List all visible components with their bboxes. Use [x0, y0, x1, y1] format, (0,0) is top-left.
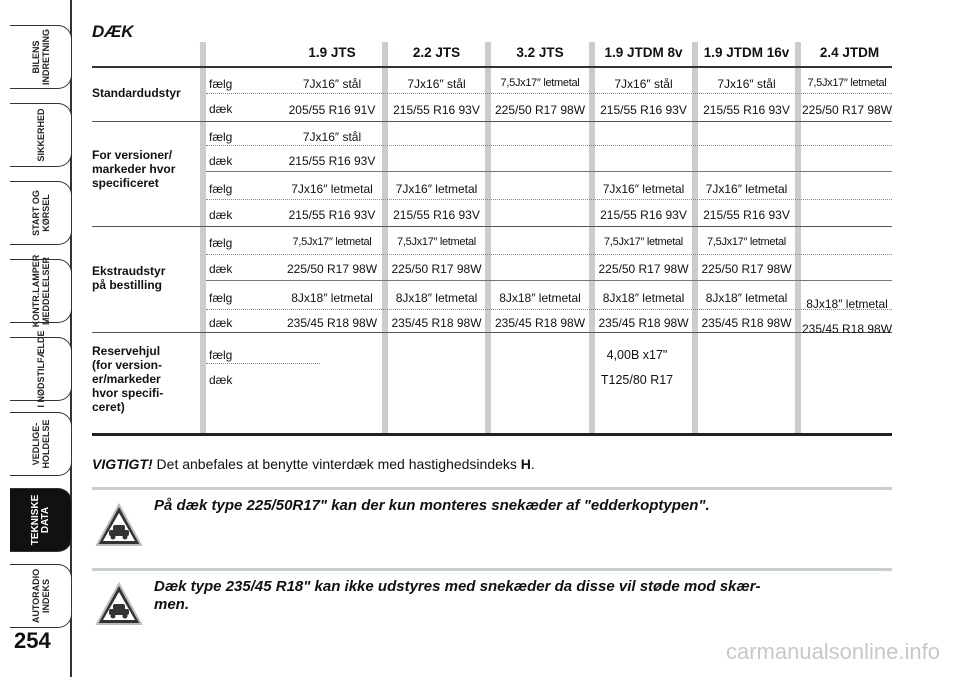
column-header: 3.2 JTS: [516, 45, 564, 60]
row-rule: [92, 121, 892, 122]
column-header: 1.9 JTDM 16v: [703, 45, 790, 60]
tyre-label: dæk: [209, 208, 233, 222]
table-cell: 225/50 R17 98W: [598, 262, 689, 276]
table-cell: 225/50 R17 98W: [801, 103, 893, 117]
tab-i-nodstilfaelde[interactable]: I NØDSTILFÆLDE: [10, 337, 72, 401]
rim-label: fælg: [209, 236, 233, 250]
row-rule: [206, 254, 892, 255]
chapter-sidebar: [0, 0, 75, 677]
table-cell: 8Jx18″ letmetal: [291, 291, 373, 305]
header-rule: [92, 66, 892, 68]
row-rule: [206, 363, 320, 364]
table-cell: 215/55 R16 93V: [600, 103, 687, 117]
row-rule: [206, 145, 892, 146]
table-cell: 7,5Jx17″ letmetal: [707, 236, 786, 248]
table-cell: 7,5Jx17″ letmetal: [292, 236, 372, 248]
table-cell: 215/55 R16 93V: [703, 103, 790, 117]
table-cell: 225/50 R17 98W: [286, 262, 378, 276]
table-cell: 7Jx16″ stål: [614, 77, 673, 91]
table-cell: 7Jx16″ letmetal: [291, 182, 373, 196]
table-cell: 7,5Jx17″ letmetal: [397, 236, 476, 248]
rim-label: fælg: [209, 77, 233, 91]
snow-chain-warning-icon: [94, 580, 144, 630]
page-title: DÆK: [92, 22, 134, 41]
spare-tyre-value: T125/80 R17: [600, 373, 674, 387]
rim-label: fælg: [209, 291, 233, 305]
table-cell: 235/45 R18 98W: [494, 316, 586, 330]
table-cell: 8Jx18″ letmetal: [806, 297, 888, 311]
table-bottom-rule: [92, 433, 892, 436]
table-cell: 235/45 R18 98W: [286, 316, 378, 330]
tyre-label: dæk: [209, 262, 233, 276]
rim-label: fælg: [209, 130, 233, 144]
table-cell: 215/55 R16 93V: [600, 208, 687, 222]
watermark: carmanualsonline.info: [725, 639, 940, 664]
table-cell: 7Jx16″ letmetal: [602, 182, 685, 196]
row-rule: [206, 199, 892, 200]
row-rule: [206, 280, 892, 281]
column-header: 1.9 JTS: [308, 45, 356, 60]
column-separator: [200, 42, 206, 436]
row-rule: [92, 226, 892, 227]
table-cell: 235/45 R18 98W: [598, 316, 689, 330]
tab-start-og-korsel[interactable]: START OG KØRSEL: [10, 181, 72, 245]
note-text: På dæk type 225/50R17" kan der kun monteres snekæder af "edderkoptypen".: [154, 497, 710, 514]
tyre-label: dæk: [209, 102, 233, 116]
table-cell: 7Jx16″ stål: [717, 77, 776, 91]
tab-kontrollamper[interactable]: KONTR.LAMPER MEDDELELSER: [10, 259, 72, 323]
table-cell: 225/50 R17 98W: [701, 262, 792, 276]
table-cell: 225/50 R17 98W: [391, 262, 482, 276]
tab-tekniske-data[interactable]: TEKNISKE DATA: [10, 488, 72, 552]
table-cell: 7,5Jx17″ letmetal: [604, 236, 683, 248]
note-text: Dæk type 235/45 R18" kan ikke udstyres med snekæder da disse vil støde mod skær- men.: [154, 578, 761, 613]
row-label-extra: Ekstraudstyr på bestilling: [92, 264, 166, 292]
table-cell: 215/55 R16 93V: [288, 208, 376, 222]
note-separator: [92, 487, 892, 490]
warning-note-2: [92, 568, 892, 630]
row-rule: [206, 171, 892, 172]
table-cell: 205/55 R16 91V: [288, 103, 376, 117]
table-cell: 215/55 R16 93V: [393, 208, 480, 222]
table-cell: 235/45 R18 98W: [801, 322, 893, 336]
tyre-label: dæk: [209, 316, 233, 330]
rim-label: fælg: [209, 182, 233, 196]
table-cell: 7Jx16″ stål: [302, 77, 362, 91]
note-separator: [92, 568, 892, 571]
table-cell: 7Jx16″ stål: [407, 77, 466, 91]
row-rule: [206, 93, 892, 94]
tyre-table: [92, 42, 892, 438]
tab-autoradio-indeks[interactable]: AUTORADIO INDEKS: [10, 564, 72, 628]
row-label-spare: Reservehjul (for version- er/markeder hvor specifi- ceret): [92, 344, 164, 414]
table-cell: 7Jx16″ letmetal: [705, 182, 788, 196]
tab-vedligeholdelse[interactable]: VEDLIGE- HOLDELSE: [10, 412, 72, 476]
column-header: 2.2 JTS: [412, 45, 461, 60]
table-cell: 235/45 R18 98W: [701, 316, 792, 330]
column-header: 1.9 JTDM 8v: [604, 45, 683, 60]
spare-rim-value: 4,00B x17": [606, 348, 668, 362]
tyre-label: dæk: [209, 154, 233, 168]
table-cell: 215/55 R16 93V: [288, 154, 376, 168]
table-cell: 215/55 R16 93V: [703, 208, 790, 222]
column-header: 2.4 JTDM: [819, 45, 880, 60]
important-note: VIGTIGT! Det anbefales at benytte vinterdæk med hastighedsindeks H.: [92, 456, 535, 472]
rim-label: fælg: [209, 348, 233, 362]
table-cell: 215/55 R16 93V: [393, 103, 480, 117]
row-label-standard: Standardudstyr: [92, 86, 181, 100]
table-cell: 7,5Jx17″ letmetal: [807, 77, 887, 89]
tyre-label: dæk: [209, 373, 233, 387]
table-cell: 7Jx16″ letmetal: [395, 182, 478, 196]
row-rule: [206, 309, 892, 310]
table-cell: 225/50 R17 98W: [494, 103, 586, 117]
table-cell: 7Jx16″ stål: [302, 130, 362, 144]
table-cell: 235/45 R18 98W: [391, 316, 482, 330]
warning-note-1: [92, 487, 892, 547]
table-cell: 8Jx18″ letmetal: [602, 291, 685, 305]
table-cell: 8Jx18″ letmetal: [499, 291, 581, 305]
row-rule: [92, 332, 892, 333]
tab-bilens-indretning[interactable]: BILENS INDRETNING: [10, 25, 72, 89]
table-cell: 8Jx18″ letmetal: [395, 291, 478, 305]
table-cell: 8Jx18″ letmetal: [705, 291, 788, 305]
table-cell: 7,5Jx17″ letmetal: [500, 77, 580, 89]
page-number: 254: [14, 628, 51, 653]
tab-sikkerhed[interactable]: SIKKERHED: [10, 103, 72, 167]
snow-chain-warning-icon: [94, 501, 144, 551]
row-label-versions: For versioner/ markeder hvor specificeret: [92, 148, 176, 190]
